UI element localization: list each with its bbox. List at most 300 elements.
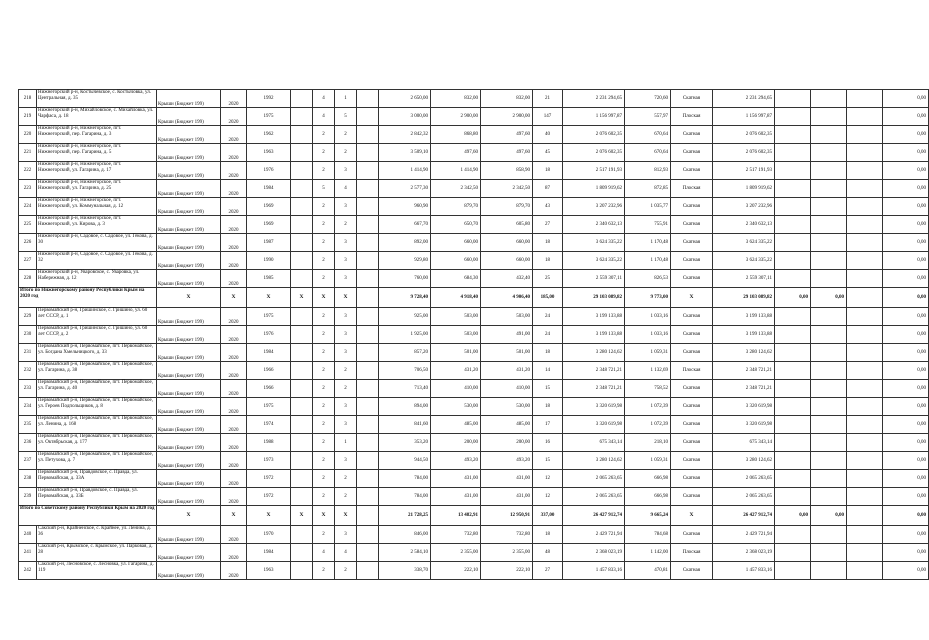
blank-cell (847, 362, 883, 380)
floors-cell: 2 (313, 452, 335, 470)
blank-cell (357, 416, 379, 434)
total-area-cell: 2 584,10 (379, 544, 431, 562)
residential-area-cell: 605,80 (481, 216, 533, 234)
x-marker: X (671, 506, 713, 526)
total-area-cell: 892,00 (379, 234, 431, 252)
other-cost-cell: 0,00 (883, 562, 929, 580)
total-area-cell: 2 577,30 (379, 180, 431, 198)
built-year-cell: 1975 (247, 308, 291, 326)
address-cell: Первомайский р-н, Правдовское, с. Правда, ул. Первомайская, д. 33А (37, 470, 157, 488)
blank-cell (357, 452, 379, 470)
blank-cell (775, 326, 811, 344)
unit-cost-cell: 218,10 (625, 434, 671, 452)
floors-cell: 2 (313, 162, 335, 180)
table-row (19, 162, 929, 180)
roof-cost-cell: 2 231 294,65 (713, 90, 775, 108)
unit-cost-cell: 1 033,16 (625, 308, 671, 326)
roof-type-cell: Плоская (671, 180, 713, 198)
roof-cost-cell: 1 809 919,62 (713, 180, 775, 198)
other-cost-cell: 0,00 (883, 108, 929, 126)
table-row (19, 470, 929, 488)
residents-cell: 12 (533, 470, 563, 488)
blank-cell (775, 544, 811, 562)
entrances-cell: 2 (335, 562, 357, 580)
row-number: 227 (19, 252, 37, 270)
address-cell: Первомайский р-н, Первомайское, пгт. Первомайское, ул. Героев Подпольщиков, д. 8 (37, 398, 157, 416)
address-cell: Нижнегорский р-н, Уваровское, с. Уваровка, ул. Набережная, д. 12 (37, 270, 157, 288)
roof-type-cell: Скатная (671, 434, 713, 452)
blank-cell (847, 90, 883, 108)
blank-cell (775, 234, 811, 252)
entrances-cell: 4 (335, 180, 357, 198)
roof-type-cell: Скатная (671, 90, 713, 108)
work-type-cell: Крыши (Бюджет 199) (157, 270, 221, 288)
plan-year-cell: 2020 (221, 198, 247, 216)
work-type-cell: Крыши (Бюджет 199) (157, 544, 221, 562)
table-row (19, 180, 929, 198)
total-area-cell: 353,20 (379, 434, 431, 452)
living-area-cell: 1 414,90 (431, 162, 481, 180)
built-year-cell: 1975 (247, 398, 291, 416)
blank-cell (847, 452, 883, 470)
blank-cell (847, 216, 883, 234)
blank-cell (775, 380, 811, 398)
floors-cell: 2 (313, 344, 335, 362)
built-year-cell: 1972 (247, 470, 291, 488)
living-area-cell: 497,60 (431, 144, 481, 162)
unit-cost-cell: 826,53 (625, 270, 671, 288)
roof-cost-cell: 2 429 721,94 (713, 526, 775, 544)
unit-cost-cell: 666,98 (625, 470, 671, 488)
repair-cost-cell: 3 320 619,98 (563, 416, 625, 434)
unit-cost-cell: 470,81 (625, 562, 671, 580)
roof-type-cell: Скатная (671, 216, 713, 234)
plan-year-cell: 2020 (221, 380, 247, 398)
total-area-sum: 21 728,25 (379, 506, 431, 526)
repair-cost-sum: 29 103 089,82 (563, 288, 625, 308)
built-year-cell: 1973 (247, 452, 291, 470)
repair-cost-cell: 2 231 294,65 (563, 90, 625, 108)
roof-cost-cell: 3 199 133,88 (713, 308, 775, 326)
blank-cell (847, 434, 883, 452)
entrances-cell: 2 (335, 362, 357, 380)
built-year-cell: 1988 (247, 434, 291, 452)
unit-cost-cell: 1 033,16 (625, 326, 671, 344)
floors-cell: 5 (313, 180, 335, 198)
blank-cell (775, 416, 811, 434)
residential-area-cell: 431,00 (481, 470, 533, 488)
other-cost-cell: 0,00 (883, 144, 929, 162)
roof-cost-cell: 1 156 997,87 (713, 108, 775, 126)
roof-cost-cell: 3 624 335,22 (713, 252, 775, 270)
other-cost-cell: 0,00 (883, 344, 929, 362)
work-type-cell: Крыши (Бюджет 199) (157, 198, 221, 216)
blank-cell (811, 234, 847, 252)
repair-cost-cell: 3 199 133,88 (563, 326, 625, 344)
roof-type-cell: Скатная (671, 452, 713, 470)
wall-material-cell (291, 252, 313, 270)
address-cell: Первомайский р-н, Первомайское, пгт. Первомайское, ул. Гагарина, д. 38 (37, 362, 157, 380)
blank-cell (357, 126, 379, 144)
work-type-cell: Крыши (Бюджет 199) (157, 452, 221, 470)
other-cost-cell: 0,00 (883, 526, 929, 544)
work-type-cell: Крыши (Бюджет 199) (157, 180, 221, 198)
entrances-cell: 1 (335, 434, 357, 452)
plan-year-cell: 2020 (221, 562, 247, 580)
roof-type-cell: Плоская (671, 362, 713, 380)
blank-cell (847, 506, 883, 526)
residential-area-cell: 503,00 (481, 308, 533, 326)
table-row (19, 488, 929, 506)
x-marker: X (335, 506, 357, 526)
floors-cell: 2 (313, 252, 335, 270)
blank-cell (847, 308, 883, 326)
total-area-cell: 929,80 (379, 252, 431, 270)
entrances-cell: 3 (335, 234, 357, 252)
district-total-row (19, 288, 929, 308)
address-cell: Первомайский р-н, Первомайское, пгт. Первомайское, ул. Октябрьская, д. 177 (37, 434, 157, 452)
blank-cell (811, 108, 847, 126)
plan-year-cell: 2020 (221, 252, 247, 270)
residents-cell: 40 (533, 126, 563, 144)
built-year-cell: 1985 (247, 270, 291, 288)
plan-year-cell: 2020 (221, 162, 247, 180)
entrances-cell: 3 (335, 526, 357, 544)
row-number: 220 (19, 126, 37, 144)
built-year-cell: 1970 (247, 526, 291, 544)
floors-cell: 2 (313, 270, 335, 288)
unit-cost-cell: 812,93 (625, 162, 671, 180)
roof-cost-cell: 2 340 632,13 (713, 216, 775, 234)
entrances-cell: 2 (335, 216, 357, 234)
living-area-cell: 660,00 (431, 234, 481, 252)
blank-cell (847, 270, 883, 288)
total-area-cell: 846,00 (379, 526, 431, 544)
built-year-cell: 1984 (247, 544, 291, 562)
roof-cost-cell: 2 065 263,65 (713, 488, 775, 506)
blank-cell (357, 488, 379, 506)
wall-material-cell (291, 362, 313, 380)
address-cell: Нижнегорский р-н, Нижнегорское, пгт. Нижнегорский, ул. Коммунальная, д. 12 (37, 198, 157, 216)
floors-cell: 2 (313, 398, 335, 416)
entrances-cell: 3 (335, 308, 357, 326)
blank-cell (847, 252, 883, 270)
floors-cell: 4 (313, 108, 335, 126)
residents-cell: 25 (533, 270, 563, 288)
roof-type-cell: Скатная (671, 252, 713, 270)
zero-sum-2: 0,00 (811, 288, 847, 308)
living-area-cell: 503,00 (431, 326, 481, 344)
total-area-cell: 3 509,10 (379, 144, 431, 162)
residential-area-cell: 493,20 (481, 452, 533, 470)
residents-cell: 147 (533, 108, 563, 126)
repair-cost-cell: 2 348 721,21 (563, 362, 625, 380)
repair-cost-sum: 26 427 912,74 (563, 506, 625, 526)
blank-cell (357, 398, 379, 416)
roof-type-cell: Скатная (671, 416, 713, 434)
wall-material-cell (291, 162, 313, 180)
unit-cost-cell: 666,98 (625, 488, 671, 506)
wall-material-cell (291, 270, 313, 288)
blank-cell (357, 434, 379, 452)
roof-cost-cell: 3 280 124,62 (713, 344, 775, 362)
roof-type-cell: Скатная (671, 144, 713, 162)
wall-material-cell (291, 470, 313, 488)
built-year-cell: 1990 (247, 252, 291, 270)
residential-area-cell: 2 355,00 (481, 544, 533, 562)
plan-year-cell: 2020 (221, 108, 247, 126)
x-marker: X (313, 506, 335, 526)
repair-cost-cell: 2 368 023,19 (563, 544, 625, 562)
residents-cell: 45 (533, 144, 563, 162)
blank-cell (775, 180, 811, 198)
plan-year-cell: 2020 (221, 452, 247, 470)
unit-cost-cell: 670,64 (625, 144, 671, 162)
x-marker: X (157, 506, 221, 526)
residents-cell: 43 (533, 198, 563, 216)
row-number: 235 (19, 416, 37, 434)
address-cell: Нижнегорский р-н, Костычевское, с. Костычовка, ул. Центральная, д. 35 (37, 90, 157, 108)
residential-area-cell: 530,00 (481, 398, 533, 416)
table-row (19, 270, 929, 288)
residents-cell: 18 (533, 526, 563, 544)
blank-cell (847, 526, 883, 544)
wall-material-cell (291, 180, 313, 198)
blank-cell (775, 108, 811, 126)
residents-cell: 27 (533, 216, 563, 234)
built-year-cell: 1962 (247, 126, 291, 144)
row-number: 228 (19, 270, 37, 288)
plan-year-cell: 2020 (221, 488, 247, 506)
wall-material-cell (291, 344, 313, 362)
blank-cell (357, 544, 379, 562)
blank-cell (811, 526, 847, 544)
living-area-cell: 200,00 (431, 434, 481, 452)
address-cell: Нижнегорский р-н, Садовое, с. Садовое, ул. Гекова, д. 30 (37, 234, 157, 252)
residential-area-cell: 200,00 (481, 434, 533, 452)
other-cost-cell: 0,00 (883, 416, 929, 434)
x-marker: X (291, 288, 313, 308)
unit-cost-cell: 1 059,31 (625, 344, 671, 362)
plan-year-cell: 2020 (221, 144, 247, 162)
floors-cell: 2 (313, 216, 335, 234)
repair-cost-cell: 2 065 263,65 (563, 488, 625, 506)
other-cost-cell: 0,00 (883, 270, 929, 288)
blank-cell (357, 270, 379, 288)
table-row (19, 544, 929, 562)
unit-cost-cell: 1 142,00 (625, 544, 671, 562)
wall-material-cell (291, 90, 313, 108)
work-type-cell: Крыши (Бюджет 199) (157, 126, 221, 144)
blank-cell (357, 144, 379, 162)
row-number: 240 (19, 526, 37, 544)
table-row (19, 344, 929, 362)
living-area-cell: 530,00 (431, 398, 481, 416)
blank-cell (811, 416, 847, 434)
living-area-cell: 222,10 (431, 562, 481, 580)
residents-cell: 14 (533, 362, 563, 380)
plan-year-cell: 2020 (221, 270, 247, 288)
other-cost-cell: 0,00 (883, 252, 929, 270)
built-year-cell: 1974 (247, 416, 291, 434)
table-row (19, 362, 929, 380)
roof-cost-cell: 2 559 307,11 (713, 270, 775, 288)
total-area-sum: 9 728,40 (379, 288, 431, 308)
roof-cost-cell: 2 348 721,21 (713, 380, 775, 398)
address-cell: Нижнегорский р-н, Нижнегорское, пгт. Нижнегорский, пер. Гагарина, д. 5 (37, 144, 157, 162)
repair-cost-cell: 3 280 124,62 (563, 452, 625, 470)
floors-cell: 2 (313, 198, 335, 216)
plan-year-cell: 2020 (221, 180, 247, 198)
roof-cost-cell: 1 457 833,16 (713, 562, 775, 580)
blank-cell (775, 470, 811, 488)
residential-area-cell: 497,60 (481, 144, 533, 162)
wall-material-cell (291, 216, 313, 234)
repair-cost-cell: 2 076 602,35 (563, 144, 625, 162)
blank-cell (847, 416, 883, 434)
blank-cell (847, 344, 883, 362)
wall-material-cell (291, 398, 313, 416)
floors-cell: 2 (313, 326, 335, 344)
plan-year-cell: 2020 (221, 398, 247, 416)
blank-cell (357, 470, 379, 488)
living-area-sum: 13 482,91 (431, 506, 481, 526)
floors-cell: 2 (313, 126, 335, 144)
unit-cost-cell: 1 170,48 (625, 252, 671, 270)
blank-cell (357, 326, 379, 344)
built-year-cell: 1966 (247, 380, 291, 398)
plan-year-cell: 2020 (221, 544, 247, 562)
roof-type-cell: Скатная (671, 198, 713, 216)
blank-cell (847, 398, 883, 416)
total-area-cell: 1 414,90 (379, 162, 431, 180)
plan-year-cell: 2020 (221, 416, 247, 434)
living-area-cell: 431,00 (431, 488, 481, 506)
blank-cell (811, 398, 847, 416)
residential-area-cell: 432,40 (481, 270, 533, 288)
row-number: 229 (19, 308, 37, 326)
residential-area-cell: 660,00 (481, 252, 533, 270)
repair-cost-cell: 675 343,14 (563, 434, 625, 452)
other-cost-cell: 0,00 (883, 434, 929, 452)
other-cost-cell: 0,00 (883, 162, 929, 180)
entrances-cell: 3 (335, 344, 357, 362)
living-area-cell: 493,20 (431, 452, 481, 470)
plan-year-cell: 2020 (221, 234, 247, 252)
residents-cell: 15 (533, 380, 563, 398)
residential-area-cell: 431,20 (481, 362, 533, 380)
blank-cell (357, 90, 379, 108)
blank-cell (775, 344, 811, 362)
repair-cost-cell: 1 809 919,62 (563, 180, 625, 198)
address-cell: Первомайский р-н, Первомайское, пгт. Первомайское, ул. Ленина, д. 168 (37, 416, 157, 434)
blank-cell (357, 362, 379, 380)
living-area-cell: 2 342,50 (431, 180, 481, 198)
built-year-cell: 1987 (247, 234, 291, 252)
plan-year-cell: 2020 (221, 526, 247, 544)
repair-cost-cell: 2 076 602,35 (563, 126, 625, 144)
address-cell: Нижнегорский р-н, Нижнегорское, пгт. Нижнегорский, ул. Гагарина, д. 17 (37, 162, 157, 180)
wall-material-cell (291, 544, 313, 562)
residential-area-cell: 832,00 (481, 90, 533, 108)
repair-cost-cell: 2 065 263,65 (563, 470, 625, 488)
other-cost-cell: 0,00 (883, 126, 929, 144)
work-type-cell: Крыши (Бюджет 199) (157, 326, 221, 344)
table-row (19, 416, 929, 434)
other-cost-cell: 0,00 (883, 180, 929, 198)
work-type-cell: Крыши (Бюджет 199) (157, 380, 221, 398)
floors-cell: 2 (313, 362, 335, 380)
roof-type-cell: Скатная (671, 270, 713, 288)
floors-cell: 4 (313, 90, 335, 108)
total-area-cell: 857,20 (379, 344, 431, 362)
roof-type-cell: Скатная (671, 488, 713, 506)
blank-cell (811, 252, 847, 270)
blank-cell (775, 162, 811, 180)
residential-area-cell: 222,10 (481, 562, 533, 580)
plan-year-cell: 2020 (221, 362, 247, 380)
roof-cost-sum: 29 103 089,82 (713, 288, 775, 308)
blank-cell (775, 90, 811, 108)
table-row (19, 252, 929, 270)
wall-material-cell (291, 308, 313, 326)
blank-cell (775, 434, 811, 452)
living-area-cell: 503,00 (431, 308, 481, 326)
residential-area-cell: 431,00 (481, 488, 533, 506)
table-row (19, 108, 929, 126)
residential-area-cell: 485,00 (481, 416, 533, 434)
residents-sum: 185,00 (533, 288, 563, 308)
row-number: 234 (19, 398, 37, 416)
residents-cell: 18 (533, 162, 563, 180)
total-area-cell: 760,00 (379, 270, 431, 288)
blank-cell (357, 344, 379, 362)
table-row (19, 144, 929, 162)
unit-cost-sum: 9 665,24 (625, 506, 671, 526)
roof-cost-cell: 3 199 133,88 (713, 326, 775, 344)
plan-year-cell: 2020 (221, 126, 247, 144)
blank-cell (811, 362, 847, 380)
entrances-cell: 3 (335, 398, 357, 416)
wall-material-cell (291, 144, 313, 162)
roof-type-cell: Плоская (671, 108, 713, 126)
total-area-cell: 3 000,00 (379, 108, 431, 126)
table-row (19, 562, 929, 580)
floors-cell: 2 (313, 470, 335, 488)
address-cell: Сакский р-н, Лесновское, с. Лесновка, ул. Гагарина, д. 119 (37, 562, 157, 580)
address-cell: Нижнегорский р-н, Нижнегорское, пгт. Нижнегорский, ул. Гагарина, д. 25 (37, 180, 157, 198)
roof-type-cell: Скатная (671, 234, 713, 252)
residential-area-cell: 501,00 (481, 344, 533, 362)
zero-sum-3: 0,00 (883, 288, 929, 308)
residential-area-cell: 497,60 (481, 126, 533, 144)
residential-area-sum: 12 950,91 (481, 506, 533, 526)
unit-cost-cell: 1 035,77 (625, 198, 671, 216)
roof-type-cell: Скатная (671, 162, 713, 180)
repair-cost-cell: 3 320 619,98 (563, 398, 625, 416)
unit-cost-cell: 720,60 (625, 90, 671, 108)
living-area-sum: 4 918,40 (431, 288, 481, 308)
floors-cell: 4 (313, 544, 335, 562)
blank-cell (775, 216, 811, 234)
plan-year-cell: 2020 (221, 326, 247, 344)
address-cell: Сакский р-н, Крымское, с. Крымское, ул. Парковая, д. 28 (37, 544, 157, 562)
repair-cost-cell: 1 457 833,16 (563, 562, 625, 580)
repair-cost-cell: 2 517 191,93 (563, 162, 625, 180)
other-cost-cell: 0,00 (883, 470, 929, 488)
roof-type-cell: Скатная (671, 562, 713, 580)
roof-type-cell: Плоская (671, 544, 713, 562)
